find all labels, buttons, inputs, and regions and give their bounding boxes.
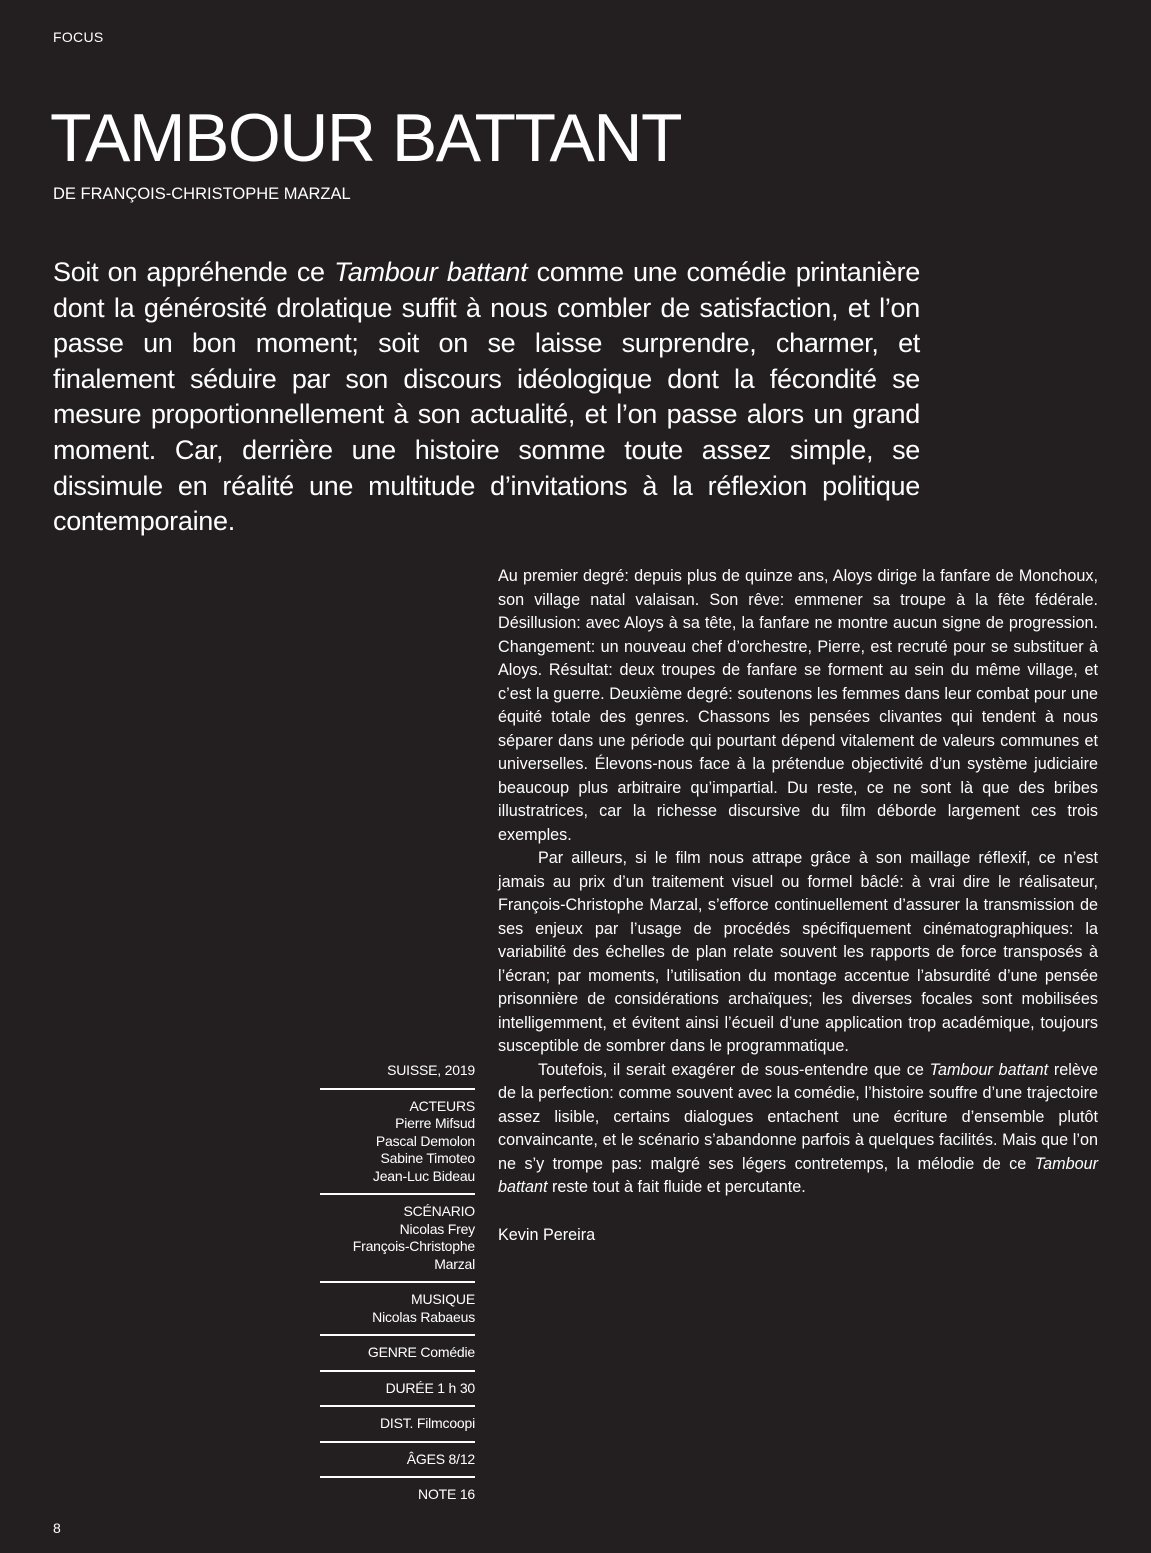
composer-name: Nicolas Rabaeus — [372, 1308, 475, 1325]
p3-text-a: Toutefois, il serait exagérer de sous-entendre que ce — [538, 1060, 930, 1079]
actor-name: Pierre Mifsud — [395, 1115, 475, 1131]
body-paragraph-3 — [498, 1059, 1098, 1200]
author-name: Kevin Pereira — [498, 1225, 596, 1244]
actors-label: ACTEURS — [409, 1097, 475, 1114]
body-paragraph-1: Au premier degré: depuis plus de quinze ans, Aloys dirige la fanfare de Monchoux, son village natal valaisan. Son rêve: emmener sa troupe à la fête fédérale. Désillusion: avec Aloys à sa tête, la fanfare ne montre aucun signe de progression. Changement: un nouveau chef d’orchestre, Pierre, est recruté pour se substituer à Aloys. Résultat: deux troupes de fanfare se forment au sein du même village, et c’est la guerre. Deuxième degré: soutenons les femmes dans leur combat pour une équité totale des genres. Chassons les pensées clivantes qui tendent à nous séparer dans une période qui pourtant dépend vitalement de valeurs communes et universelles. Élevons-nous face à la prétendue objectivité d’un système judiciaire beaucoup plus arbitraire qu’impartial. Du reste, ce ne sont là que des bribes illustratrices, car la richesse discursive du film déborde largement ces trois exemples. — [498, 567, 1098, 844]
screenplay-label: SCÉNARIO — [403, 1203, 475, 1219]
credit-ages — [320, 1451, 475, 1479]
screenwriter-name: Marzal — [434, 1255, 475, 1272]
p3-film-title-2: Tambour battant — [498, 1154, 1098, 1196]
credits-sidebar — [320, 1062, 475, 1520]
actor-name: Sabine Timoteo — [380, 1150, 475, 1166]
page-title: TAMBOUR BATTANT — [50, 100, 682, 176]
distributor: DIST. Filmcoopi — [379, 1415, 475, 1431]
credit-screenplay — [320, 1203, 475, 1283]
duration: DURÉE 1 h 30 — [385, 1379, 475, 1396]
screenwriter-name: François-Christophe — [352, 1238, 475, 1254]
credit-note — [320, 1486, 475, 1512]
screenwriter-name: Nicolas Frey — [399, 1220, 475, 1237]
ages: ÂGES 8/12 — [406, 1450, 475, 1467]
note: NOTE 16 — [418, 1486, 475, 1502]
director-byline: DE FRANÇOIS-CHRISTOPHE MARZAL — [53, 185, 351, 203]
p3-film-title-1: Tambour battant — [929, 1060, 1049, 1079]
credit-genre — [320, 1344, 475, 1372]
p3-text-b: relève de la perfection: comme souvent avec la comédie, l’histoire souffre d’une trajectoire assez lisible, certains dialogues entachent une écriture d’ensemble plutôt convaincante, et le scénario s’abandonne parfois à quelques facilités. Mais que l’on ne s’y trompe pas: malgré ses légers contretemps, la mélodie de ce — [498, 1060, 1098, 1173]
credit-music — [320, 1291, 475, 1336]
country-year: SUISSE, 2019 — [387, 1062, 475, 1078]
credit-actors — [320, 1098, 475, 1196]
lead-film-title: Tambour battant — [334, 257, 528, 287]
body-paragraph-2: Par ailleurs, si le film nous attrape grâce à son maillage réflexif, ce n’est jamais au prix d’un traitement visuel ou formel bâclé: à vrai dire le réalisateur, François-Christophe Marzal, s’efforce continuellement d’assurer la transmission de ses enjeux par l’usage de procédés spécifiquement cinématographiques: la variabilité des échelles de plan relate souvent les rapports de force transposés à l’écran; par moments, l’utilisation du montage accentue l’absurdité d’une pensée prisonnière de considérations archaïques; les diverses focales sont mobilisées intelligemment, et évitent ainsi l’écueil d’une application trop académique, toujours susceptible de sombrer dans le programmatique. — [498, 849, 1098, 1055]
lead-text-end: comme une comédie printanière dont la générosité drolatique suffit à nous combler de satisfaction, et l’on passe un bon moment; soit on se laisse surprendre, charmer, et finalement séduire par son discours idéologique dont la fécondité se mesure proportionnellement à son actualité, et l’on passe alors un grand moment. Car, derrière une histoire somme toute assez simple, se dissimule en réalité une multitude d’invitations à la réflexion politique contemporaine. — [53, 257, 920, 537]
credit-duration — [320, 1380, 475, 1408]
page-number: 8 — [53, 1520, 61, 1536]
section-label: FOCUS — [53, 29, 104, 45]
article-body — [498, 565, 1098, 1247]
actor-name: Pascal Demolon — [375, 1132, 475, 1149]
music-label: MUSIQUE — [411, 1291, 475, 1307]
p3-text-c: reste tout à fait fluide et percutante. — [547, 1178, 806, 1196]
actor-name: Jean-Luc Bideau — [372, 1167, 475, 1184]
lead-text-start: Soit on appréhende ce — [53, 257, 335, 287]
credit-country-year — [320, 1062, 475, 1090]
genre: GENRE Comédie — [367, 1344, 475, 1360]
lead-paragraph — [53, 255, 920, 540]
credit-distributor — [320, 1415, 475, 1443]
